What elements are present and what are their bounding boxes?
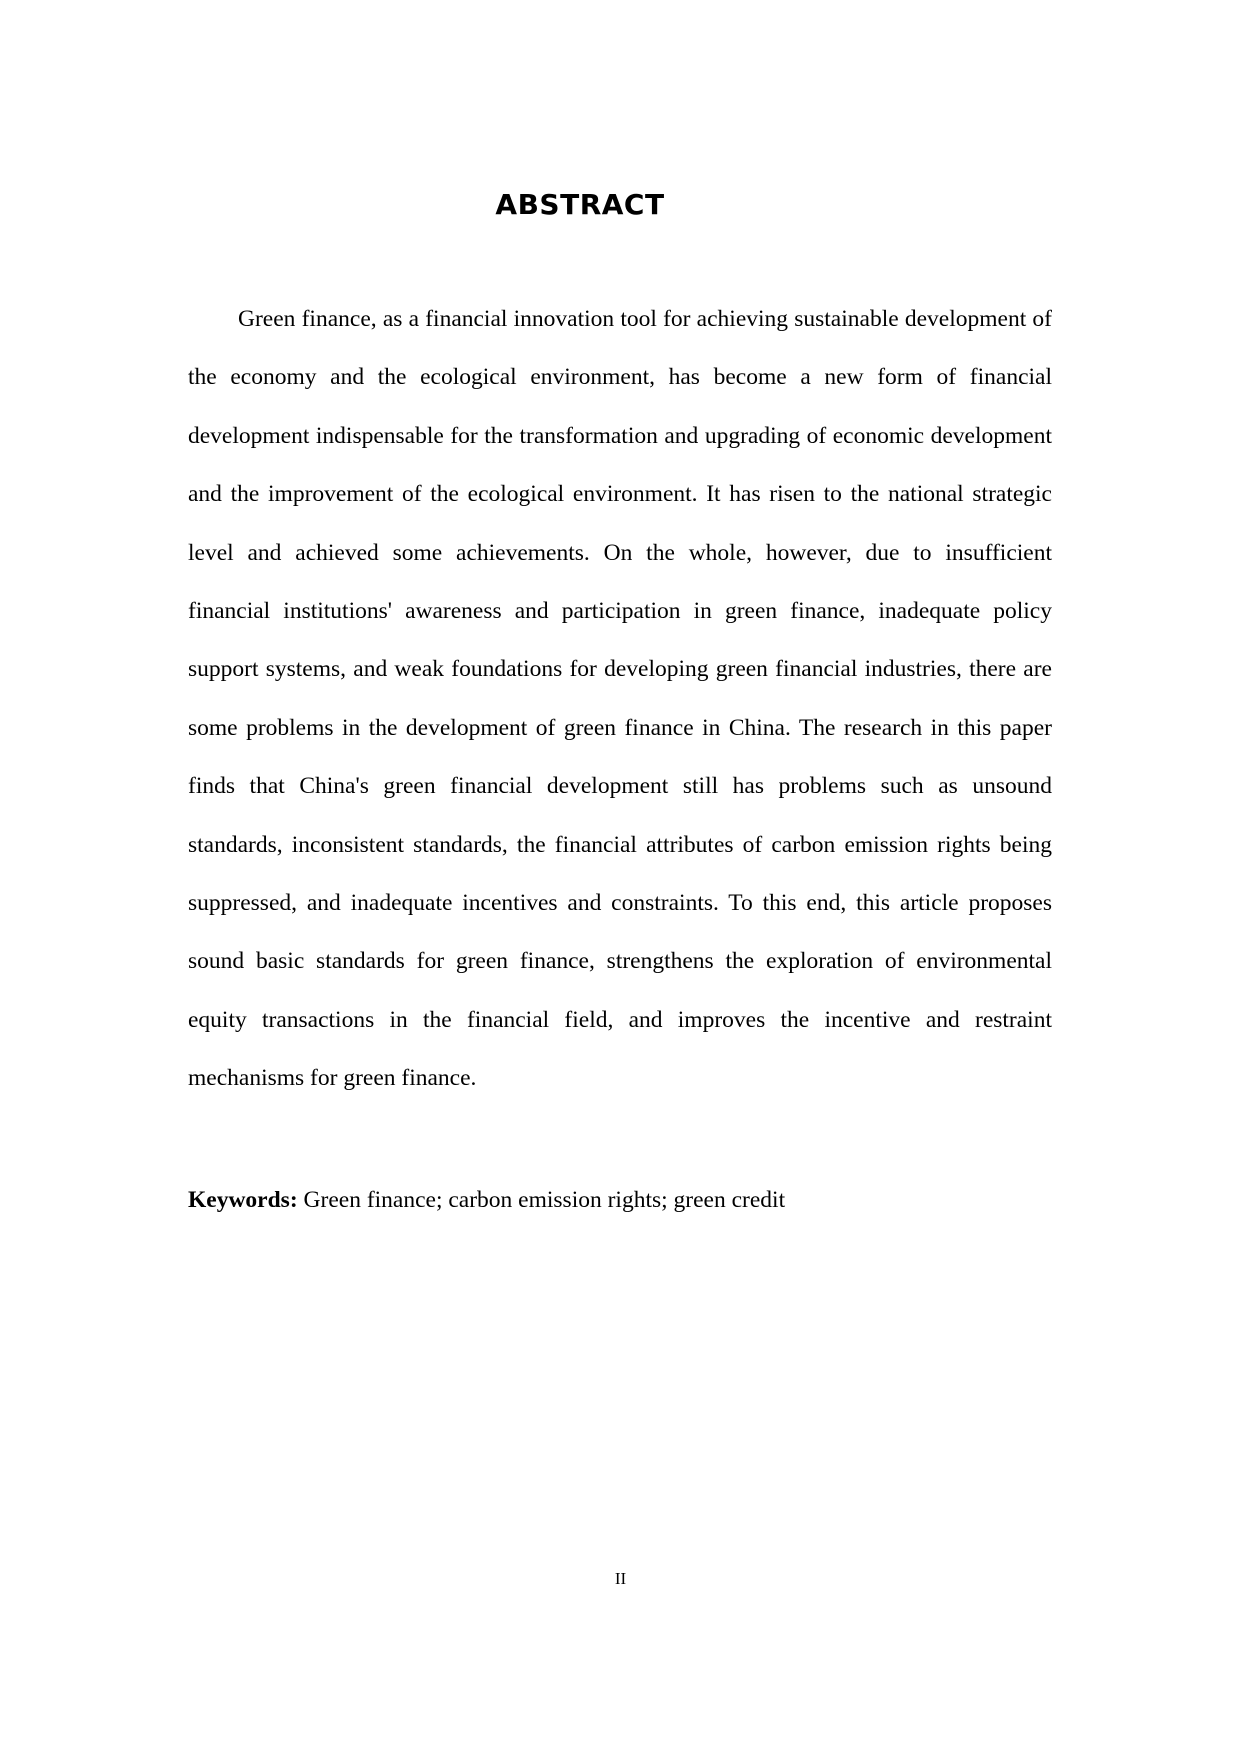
keywords-text: Green finance; carbon emission rights; green credit bbox=[297, 1187, 786, 1213]
page-number: II bbox=[614, 1569, 627, 1588]
keywords-line bbox=[188, 1184, 1052, 1216]
page-title: ABSTRACT bbox=[495, 188, 665, 221]
keywords-label: Keywords: bbox=[188, 1187, 298, 1213]
abstract-paragraph: Green finance, as a financial innovation tool for achieving sustainable development of the economy and the ecological environment, has become a new form of financial development indispensable for the transformation and upgrading of economic development and the improvement of the ecological environment. It has risen to the national strategic level and achieved some achievements. On the whole, however, due to insufficient financial institutions' awareness and participation in green finance, inadequate policy support systems, and weak foundations for developing green financial industries, there are some problems in the development of green finance in China. The research in this paper finds that China's green financial development still has problems such as unsound standards, inconsistent standards, the financial attributes of carbon emission rights being suppressed, and inadequate incentives and constraints. To this end, this article proposes sound basic standards for green finance, strengthens the exploration of environmental equity transactions in the financial field, and improves the incentive and restraint mechanisms for green finance. bbox=[188, 306, 1052, 1092]
